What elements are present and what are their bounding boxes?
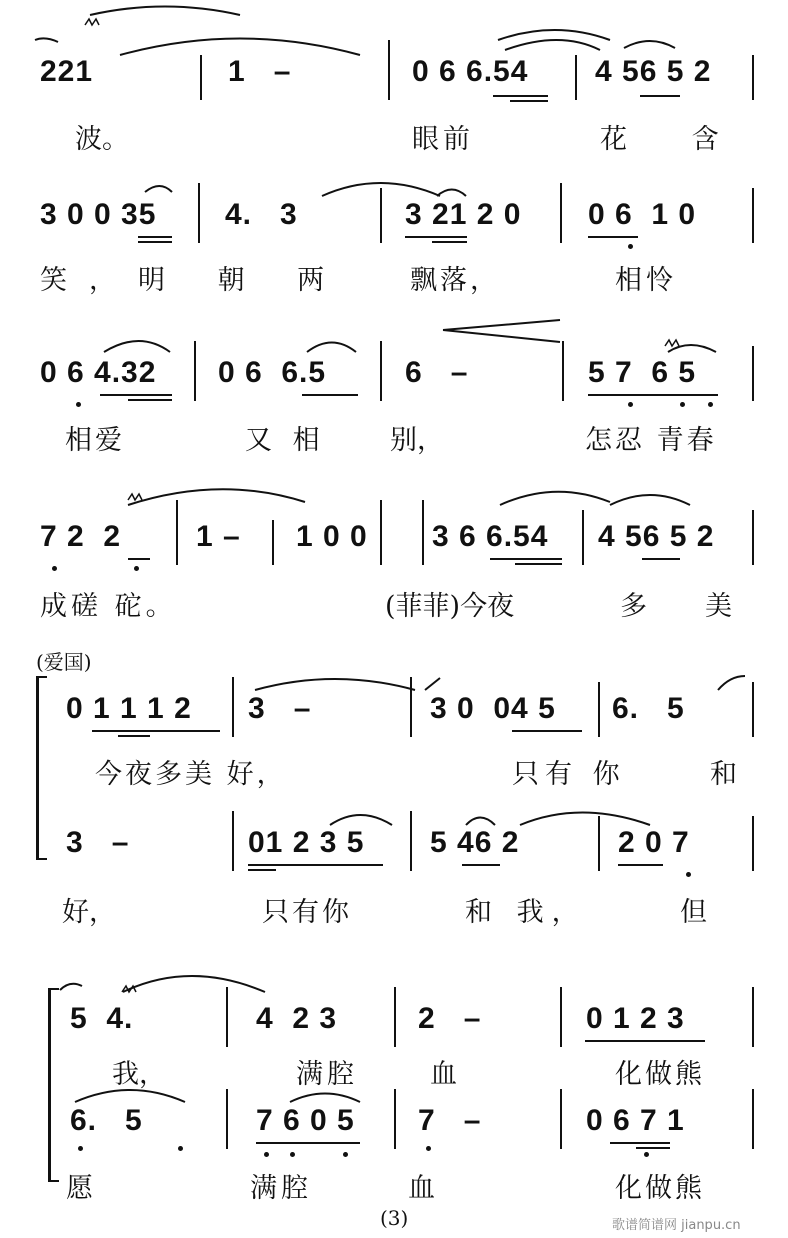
- repeat-barline: [422, 500, 424, 565]
- barline: [176, 500, 178, 565]
- lyric-l1-c: 花 含: [600, 124, 747, 155]
- barline: [388, 40, 390, 100]
- barline: [410, 811, 412, 871]
- site-watermark: 歌谱简谱网 jianpu.cn: [612, 1218, 741, 1233]
- barline: [752, 1089, 754, 1149]
- lyric-l8-d: 化做熊: [615, 1173, 705, 1204]
- lyric-l8-c: 血: [408, 1173, 435, 1204]
- barline: [575, 55, 577, 100]
- lyric-l3-b: 又 相: [245, 425, 326, 456]
- lyric-l5-a: 今夜多美 好，: [95, 759, 287, 790]
- barline: [752, 510, 754, 565]
- notes-l7-m1: 5 4.: [70, 1002, 134, 1035]
- lyric-l3-c: 别，: [390, 425, 444, 456]
- notes-l4-m5: 4 56 5 2: [598, 520, 715, 553]
- notes-l2-m2: 4. 3: [225, 198, 298, 231]
- lyric-l4-a: 成磋 砣。: [40, 591, 177, 622]
- notes-l6-m1: 3 –: [66, 826, 130, 859]
- barline: [752, 816, 754, 871]
- barline: [394, 1089, 396, 1149]
- lyric-l2-b: 飘落，: [410, 265, 500, 296]
- barline: [582, 510, 584, 565]
- barline: [232, 677, 234, 737]
- barline: [380, 188, 382, 243]
- barline: [272, 520, 274, 565]
- system-bracket: [36, 676, 47, 860]
- lyric-l2-c: 相怜: [615, 265, 677, 296]
- notes-l4-m1: 7 2 2: [40, 520, 122, 553]
- lyric-l4-d: 美: [705, 591, 732, 622]
- notes-l7-m4: 0 1 2 3: [586, 1002, 685, 1035]
- notes-l7-m3: 2 –: [418, 1002, 482, 1035]
- lyric-l7-c: 血: [430, 1059, 457, 1090]
- barline: [200, 55, 202, 100]
- notes-l7-m2: 4 2 3: [256, 1002, 338, 1035]
- barline: [226, 1089, 228, 1149]
- lyric-l8-b: 满腔: [250, 1173, 312, 1204]
- lyric-l4-b: (菲菲)今夜: [385, 591, 515, 622]
- barline: [752, 188, 754, 243]
- barline: [410, 677, 412, 737]
- notes-l2-m3: 3 21 2 0: [405, 198, 522, 231]
- lyric-l2-a: 笑，明 朝 两: [40, 265, 347, 296]
- barline: [380, 341, 382, 401]
- page-number: (3): [380, 1206, 409, 1230]
- lyric-l5-c: 和: [710, 759, 737, 790]
- notes-l4-m4: 3 6 6.54: [432, 520, 549, 553]
- lyric-l1-b: 眼前: [412, 124, 474, 155]
- lyric-l3-d: 怎忍 青春: [585, 425, 717, 456]
- barline: [560, 1089, 562, 1149]
- barline: [198, 183, 200, 243]
- barline: [560, 987, 562, 1047]
- notes-l5-m1: 0 1 1 1 2: [66, 692, 192, 725]
- barline: [232, 811, 234, 871]
- notes-l2-m4: 0 6 1 0: [588, 198, 697, 231]
- notes-l1-m4: 4 56 5 2: [595, 55, 712, 88]
- notes-l5-m2: 3 –: [248, 692, 312, 725]
- notes-l8-m1: 6. 5: [70, 1104, 143, 1137]
- notes-l3-m4: 5 7 6 5: [588, 356, 697, 389]
- barline: [598, 816, 600, 871]
- part-label-aiguo: (爱国): [36, 650, 92, 674]
- barline: [380, 500, 382, 565]
- lyric-l6-c: 和 我，: [465, 897, 587, 928]
- barline: [560, 183, 562, 243]
- lyric-l3-a: 相爱: [65, 425, 125, 456]
- lyric-l5-b: 只有 你: [512, 759, 626, 790]
- barline: [394, 987, 396, 1047]
- notes-l8-m3: 7 –: [418, 1104, 482, 1137]
- barline: [752, 55, 754, 100]
- notes-l3-m2: 0 6 6.5: [218, 356, 327, 389]
- barline: [562, 341, 564, 401]
- notes-l8-m2: 7 6 0 5: [256, 1104, 355, 1137]
- lyric-l6-d: 但: [680, 897, 707, 928]
- notes-l6-m4: 2 0 7: [618, 826, 690, 859]
- system-bracket: [48, 988, 59, 1182]
- notes-l1-m1: 221: [40, 55, 94, 88]
- lyric-l7-d: 化做熊: [615, 1059, 705, 1090]
- lyric-l7-b: 满腔: [296, 1059, 358, 1090]
- lyric-l6-a: 好，: [62, 897, 116, 928]
- lyric-l7-a: 我，: [112, 1059, 166, 1090]
- barline: [598, 682, 600, 737]
- notes-l4-m2: 1 –: [196, 520, 241, 553]
- notes-l1-m2: 1 –: [228, 55, 292, 88]
- lyric-l8-a: 愿: [66, 1173, 93, 1204]
- notes-l2-m1: 3 0 0 35: [40, 198, 157, 231]
- barline: [226, 987, 228, 1047]
- notes-l5-m3: 3 0 04 5: [430, 692, 556, 725]
- barline: [752, 682, 754, 737]
- notes-l5-m4: 6. 5: [612, 692, 685, 725]
- notes-l6-m3: 5 46 2: [430, 826, 520, 859]
- notes-l3-m1: 0 6 4.32: [40, 356, 157, 389]
- notes-l1-m3: 0 6 6.54: [412, 55, 529, 88]
- notes-l3-m3: 6 –: [405, 356, 469, 389]
- notes-l4-m3: 1 0 0: [296, 520, 368, 553]
- barline: [752, 987, 754, 1047]
- notes-l6-m2: 01 2 3 5: [248, 826, 365, 859]
- lyric-l4-c: 多: [620, 591, 647, 622]
- notes-l8-m4: 0 6 7 1: [586, 1104, 685, 1137]
- barline: [194, 341, 196, 401]
- lyric-l6-b: 只有你: [262, 897, 352, 928]
- lyric-l1-a: 波。: [75, 124, 129, 155]
- barline: [752, 346, 754, 401]
